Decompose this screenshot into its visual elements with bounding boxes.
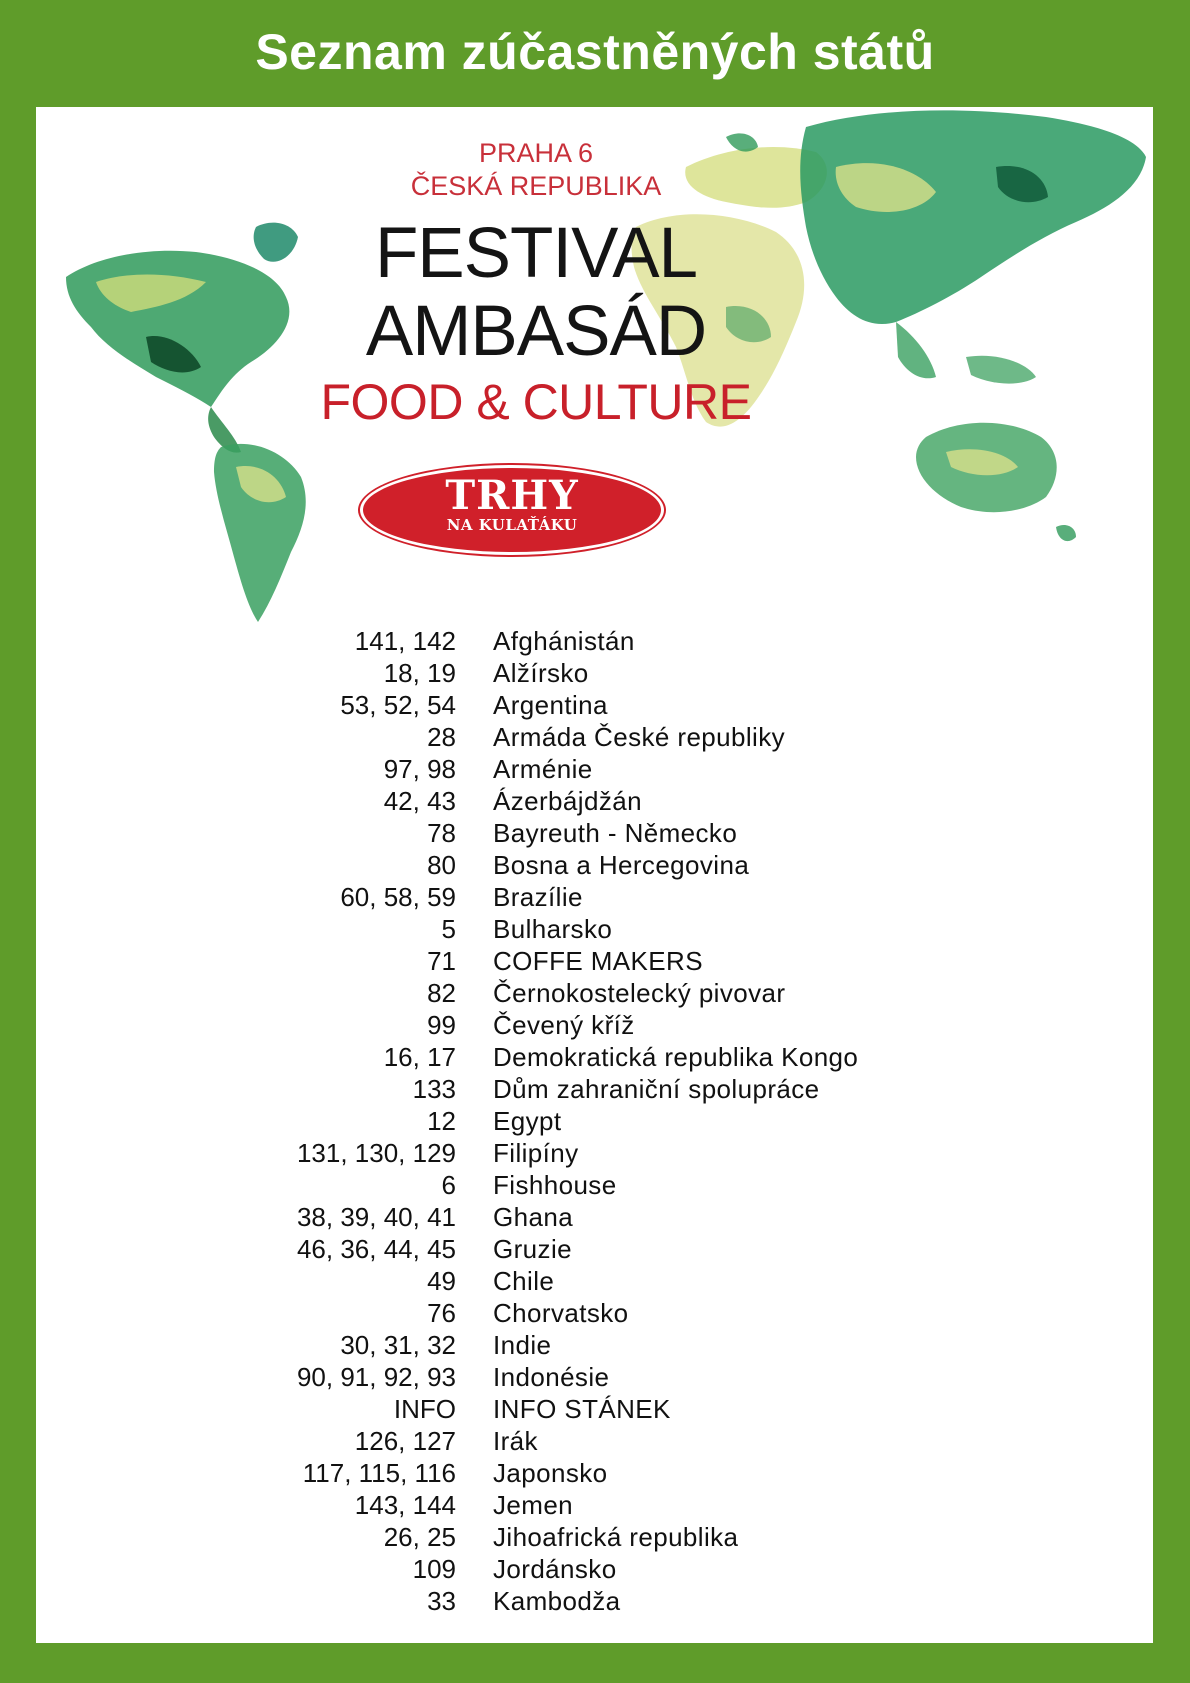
participant-name: Arménie [493, 754, 593, 784]
participant-name: Alžírsko [493, 658, 589, 688]
list-item [36, 1425, 1153, 1457]
logo-main-text: TRHY [445, 472, 579, 519]
participant-name: Argentina [493, 690, 608, 720]
list-item [36, 1073, 1153, 1105]
stand-numbers: 126, 127 [354, 1426, 456, 1456]
list-item [36, 625, 1153, 657]
participant-name: INFO STÁNEK [493, 1394, 671, 1424]
stand-numbers: 38, 39, 40, 41 [296, 1202, 456, 1232]
stand-numbers: 30, 31, 32 [340, 1330, 456, 1360]
list-item [36, 817, 1153, 849]
list-item [36, 689, 1153, 721]
stand-numbers: 53, 52, 54 [340, 690, 456, 720]
stand-numbers: 26, 25 [383, 1522, 456, 1552]
participant-name: Jordánsko [493, 1554, 617, 1584]
list-item [36, 1489, 1153, 1521]
participant-name: Irák [493, 1426, 538, 1456]
participant-name: Ghana [493, 1202, 574, 1232]
australia-shape [916, 423, 1076, 541]
list-item [36, 1169, 1153, 1201]
list-item [36, 1009, 1153, 1041]
stand-numbers: 33 [427, 1586, 456, 1616]
stand-numbers: 28 [427, 722, 456, 752]
participant-name: Chile [493, 1266, 555, 1296]
participant-name: Demokratická republika Kongo [493, 1042, 859, 1072]
participant-name: Bosna a Hercegovina [493, 850, 750, 880]
stand-numbers: 42, 43 [383, 786, 456, 816]
content-panel [36, 107, 1153, 1643]
list-item [36, 1393, 1153, 1425]
festival-subtitle: FOOD & CULTURE [320, 374, 752, 430]
stand-numbers: INFO [393, 1394, 456, 1424]
participant-name: Čevený kříž [493, 1010, 635, 1040]
participant-name: Dům zahraniční spolupráce [493, 1074, 820, 1104]
stand-numbers: 16, 17 [383, 1042, 456, 1072]
stand-numbers: 60, 58, 59 [340, 882, 456, 912]
list-item [36, 977, 1153, 1009]
participant-name: COFFE MAKERS [493, 946, 703, 976]
list-item [36, 721, 1153, 753]
participant-name: Černokostelecký pivovar [493, 978, 786, 1008]
stand-numbers: 109 [412, 1554, 456, 1584]
south-america-shape [214, 444, 306, 622]
stand-numbers: 82 [427, 978, 456, 1008]
list-item [36, 945, 1153, 977]
participant-name: Jemen [493, 1490, 574, 1520]
participant-name: Indonésie [493, 1362, 610, 1392]
participant-name: Brazílie [493, 882, 583, 912]
list-item [36, 1137, 1153, 1169]
participant-name: Bulharsko [493, 914, 613, 944]
participant-name: Filipíny [493, 1138, 579, 1168]
logo-sub-text: NA KULAŤÁKU [446, 516, 578, 534]
stand-numbers: 90, 91, 92, 93 [296, 1362, 456, 1392]
page-title: Seznam zúčastněných států [255, 24, 935, 80]
list-item [36, 1201, 1153, 1233]
list-item [36, 1105, 1153, 1137]
list-item [36, 1457, 1153, 1489]
stand-numbers: 18, 19 [383, 658, 456, 688]
list-item [36, 849, 1153, 881]
festival-title-line-1: FESTIVAL [374, 214, 698, 293]
stand-numbers: 12 [427, 1106, 456, 1136]
list-item [36, 1553, 1153, 1585]
participant-name: Armáda České republiky [493, 722, 786, 752]
participant-name: Kambodža [493, 1586, 621, 1616]
list-item [36, 1329, 1153, 1361]
stand-numbers: 78 [427, 818, 456, 848]
north-america-shape [66, 223, 298, 453]
festival-header [266, 137, 806, 429]
stand-numbers: 143, 144 [354, 1490, 456, 1520]
participant-name: Ázerbájdžán [493, 786, 642, 816]
participant-name: Fishhouse [493, 1170, 617, 1200]
festival-title-line-2: AMBASÁD [365, 292, 707, 371]
list-item [36, 1041, 1153, 1073]
stand-numbers: 71 [427, 946, 456, 976]
list-item [36, 1521, 1153, 1553]
participant-name: Gruzie [493, 1234, 572, 1264]
list-item [36, 881, 1153, 913]
city-line-2: ČESKÁ REPUBLIKA [410, 171, 662, 201]
stand-numbers: 131, 130, 129 [296, 1138, 456, 1168]
list-item [36, 1585, 1153, 1617]
stand-numbers: 80 [427, 850, 456, 880]
participant-name: Afghánistán [493, 626, 635, 656]
asia-shape [800, 110, 1146, 383]
list-item [36, 753, 1153, 785]
participant-name: Indie [493, 1330, 552, 1360]
list-item [36, 1361, 1153, 1393]
stand-numbers: 5 [441, 914, 456, 944]
trhy-logo [360, 465, 664, 555]
stand-numbers: 99 [427, 1010, 456, 1040]
list-item [36, 1297, 1153, 1329]
stand-numbers: 117, 115, 116 [302, 1458, 456, 1488]
stand-numbers: 6 [441, 1170, 456, 1200]
stand-numbers: 133 [412, 1074, 456, 1104]
list-item [36, 1265, 1153, 1297]
stand-numbers: 49 [427, 1266, 456, 1296]
participant-name: Jihoafrická republika [493, 1522, 739, 1552]
stand-numbers: 46, 36, 44, 45 [296, 1234, 456, 1264]
stand-numbers: 76 [427, 1298, 456, 1328]
list-item [36, 1233, 1153, 1265]
participants-list [36, 625, 1153, 1617]
list-item [36, 657, 1153, 689]
participant-name: Japonsko [493, 1458, 608, 1488]
list-item [36, 913, 1153, 945]
city-line-1: PRAHA 6 [478, 138, 594, 168]
list-item [36, 785, 1153, 817]
participant-name: Bayreuth - Německo [493, 818, 738, 848]
participant-name: Chorvatsko [493, 1298, 629, 1328]
participant-name: Egypt [493, 1106, 562, 1136]
stand-numbers: 141, 142 [354, 626, 456, 656]
stand-numbers: 97, 98 [383, 754, 456, 784]
